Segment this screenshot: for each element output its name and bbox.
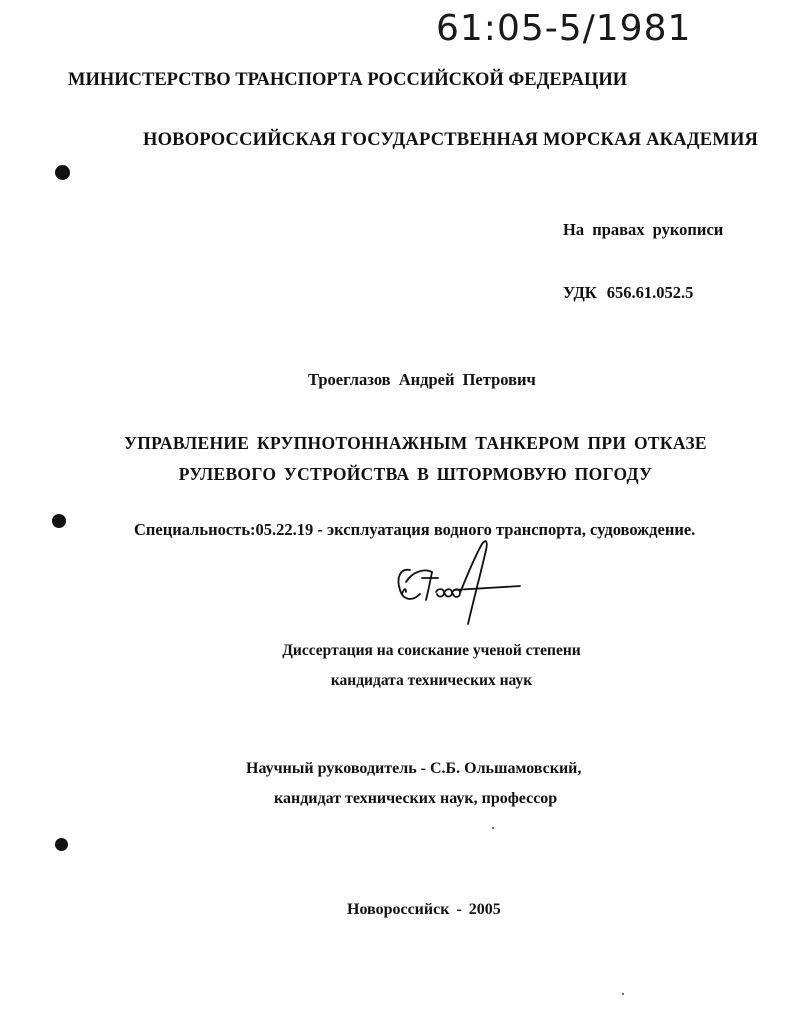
scan-speck <box>622 993 624 995</box>
academy-heading: НОВОРОССИЙСКАЯ ГОСУДАРСТВЕННАЯ МОРСКАЯ АКАДЕМИЯ <box>143 130 759 150</box>
punch-hole-mark <box>55 165 70 180</box>
ministry-heading: МИНИСТЕРСТВО ТРАНСПОРТА РОССИЙСКОЙ ФЕДЕРАЦИИ <box>68 70 628 90</box>
udk-label: УДК <box>563 283 597 302</box>
thesis-title-line-2: РУЛЕВОГО УСТРОЙСТВА В ШТОРМОВУЮ ПОГОДУ <box>178 464 653 484</box>
dissertation-statement <box>0 636 799 696</box>
city-and-year: Новороссийск - 2005 <box>347 901 501 918</box>
manuscript-rights: На правах рукописи <box>563 220 724 239</box>
udk-number: 656.61.052.5 <box>606 283 694 302</box>
punch-hole-mark <box>52 514 66 528</box>
punch-hole-mark <box>55 838 68 851</box>
supervisor-line-1: Научный руководитель - С.Б. Ольшамовский, <box>246 760 582 777</box>
supervisor-line-2: кандидат технических наук, профессор <box>274 790 558 807</box>
thesis-title-line-1: УПРАВЛЕНИЕ КРУПНОТОННАЖНЫМ ТАНКЕРОМ ПРИ ОТКАЗЕ <box>124 433 707 453</box>
specialty-line: Специальность:05.22.19 - эксплуатация водного транспорта, судовождение. <box>134 520 696 539</box>
dissertation-line-2: кандидата технических наук <box>330 672 533 689</box>
author-name: Троеглазов Андрей Петрович <box>308 370 536 389</box>
scientific-supervisor <box>246 754 581 814</box>
dissertation-line-1: Диссертация на соискание ученой степени <box>282 642 581 659</box>
archive-stamp: 61:05-5/1981 <box>436 8 692 49</box>
udk-code <box>563 283 693 303</box>
thesis-title <box>0 428 799 490</box>
scan-speck <box>492 827 494 829</box>
author-signature <box>392 538 522 626</box>
